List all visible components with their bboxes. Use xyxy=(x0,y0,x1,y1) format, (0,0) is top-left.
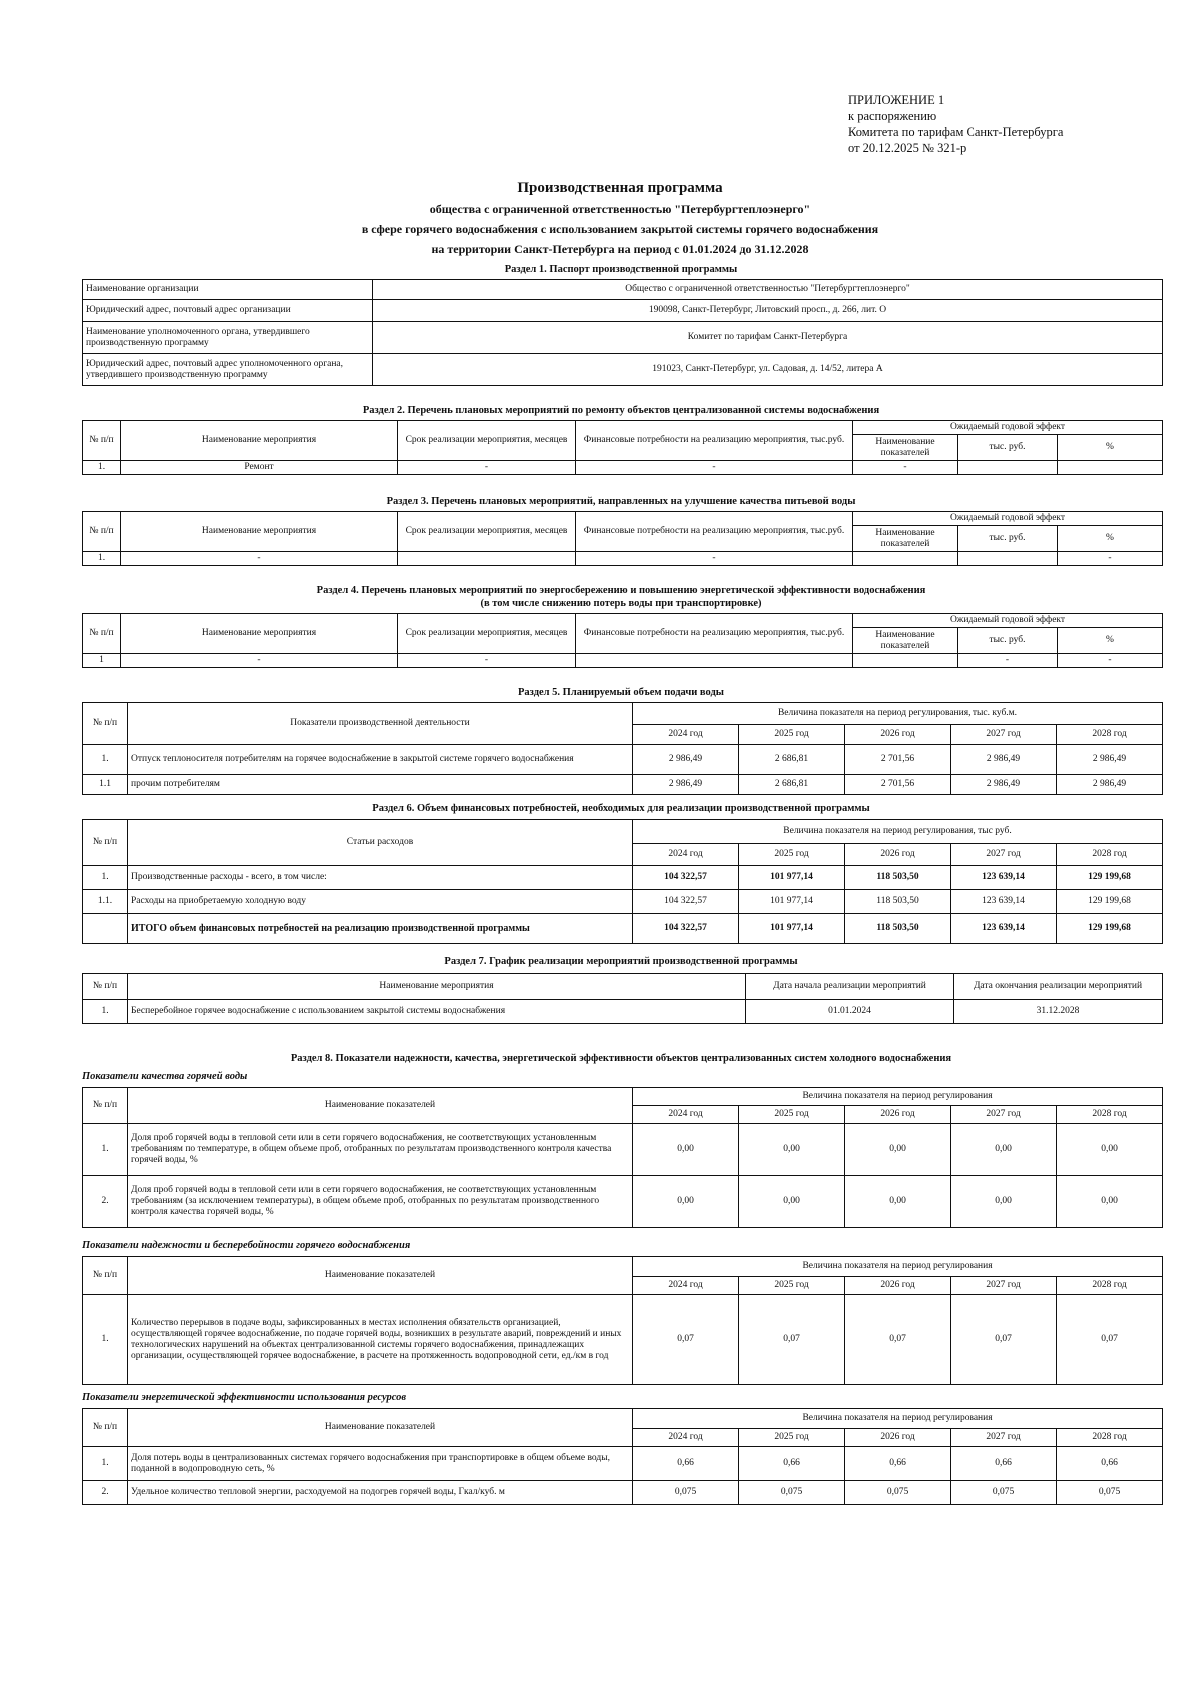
cell-name: - xyxy=(121,552,398,566)
cell-name: Производственные расходы - всего, в том числе: xyxy=(128,866,633,890)
year-2027: 2027 год xyxy=(951,1429,1057,1447)
section-2-title: Раздел 2. Перечень плановых мероприятий по ремонту объектов централизованной системы водоснабжения xyxy=(362,405,880,416)
cell-value: 0,66 xyxy=(845,1447,951,1481)
cell-value: 0,07 xyxy=(739,1295,845,1385)
cell-value: 101 977,14 xyxy=(739,890,845,914)
year-2025: 2025 год xyxy=(739,1277,845,1295)
cell-name: Доля проб горячей воды в тепловой сети или в сети горячего водоснабжения, не соответствующих установленным требованиям (за исключением температуры), в общем объеме проб, отобранных по результатам производственного контроля качества горячей воды, % xyxy=(128,1176,633,1228)
cell-term: - xyxy=(398,461,576,475)
col-finance: Финансовые потребности на реализацию мероприятия, тыс.руб. xyxy=(576,421,853,461)
cell-pct: - xyxy=(1058,654,1163,668)
cell-finance: - xyxy=(576,461,853,475)
col-finance: Финансовые потребности на реализацию мероприятия, тыс.руб. xyxy=(576,512,853,552)
cell-value: 0,66 xyxy=(1057,1447,1163,1481)
cell-name: Отпуск теплоносителя потребителям на горячее водоснабжение в закрытой системе горячего водоснабжения xyxy=(128,745,633,775)
table-row xyxy=(83,703,1163,725)
cell-value: 0,00 xyxy=(1057,1176,1163,1228)
col-indicators: Наименование показателей xyxy=(853,526,958,552)
cell-rub xyxy=(958,461,1058,475)
cell-num: 1. xyxy=(83,1295,128,1385)
col-value: Величина показателя на период регулирования xyxy=(633,1257,1163,1277)
cell-rub xyxy=(958,552,1058,566)
col-value: Величина показателя на период регулирования, тыс руб. xyxy=(633,820,1163,844)
cell-value: 0,075 xyxy=(1057,1481,1163,1505)
cell-start: 01.01.2024 xyxy=(746,1000,954,1024)
year-2027: 2027 год xyxy=(951,844,1057,866)
section-4-title-line-1: Раздел 4. Перечень плановых мероприятий по энергосбережению и повышению энергетической эффективности водоснабжения xyxy=(316,585,926,596)
year-2027: 2027 год xyxy=(951,1277,1057,1295)
cell-name: Расходы на приобретаемую холодную воду xyxy=(128,890,633,914)
table-row xyxy=(83,1124,1163,1176)
cell-value: 123 639,14 xyxy=(951,866,1057,890)
energy-subtitle: Показатели энергетической эффективности использования ресурсов xyxy=(82,1392,407,1403)
cell-value: 0,07 xyxy=(633,1295,739,1385)
col-num: № п/п xyxy=(83,1409,128,1447)
year-2024: 2024 год xyxy=(633,1429,739,1447)
table-row xyxy=(83,820,1163,844)
col-name: Наименование показателей xyxy=(128,1257,633,1295)
section-4-table xyxy=(82,613,1163,668)
table-row xyxy=(83,1409,1163,1429)
cell-value: 123 639,14 xyxy=(951,890,1057,914)
cell-value: 2 986,49 xyxy=(633,745,739,775)
col-indicators: Наименование показателей xyxy=(853,435,958,461)
table-row xyxy=(83,280,1163,300)
cell-indicators: - xyxy=(853,461,958,475)
title-line-2: общества с ограниченной ответственностью "Петербургтеплоэнерго" xyxy=(429,202,811,216)
cell-name: Удельное количество тепловой энергии, расходуемой на подогрев горячей воды, Гкал/куб. м xyxy=(128,1481,633,1505)
section-1-title: Раздел 1. Паспорт производственной программы xyxy=(504,264,738,275)
cell-value: 0,00 xyxy=(845,1124,951,1176)
col-name: Показатели производственной деятельности xyxy=(128,703,633,745)
table-row xyxy=(83,1088,1163,1106)
col-name: Наименование показателей xyxy=(128,1088,633,1124)
passport-key: Юридический адрес, почтовый адрес организации xyxy=(83,300,373,322)
col-num: № п/п xyxy=(83,820,128,866)
year-2025: 2025 год xyxy=(739,1429,845,1447)
year-2024: 2024 год xyxy=(633,844,739,866)
cell-num: 1. xyxy=(83,461,121,475)
section-2-table xyxy=(82,420,1163,475)
col-effect: Ожидаемый годовой эффект xyxy=(853,512,1163,526)
cell-num: 1. xyxy=(83,745,128,775)
year-2028: 2028 год xyxy=(1057,1106,1163,1124)
year-2026: 2026 год xyxy=(845,1106,951,1124)
year-2026: 2026 год xyxy=(845,844,951,866)
cell-value: 129 199,68 xyxy=(1057,866,1163,890)
cell-num: 1 xyxy=(83,654,121,668)
col-effect: Ожидаемый годовой эффект xyxy=(853,421,1163,435)
col-num: № п/п xyxy=(83,703,128,745)
table-row xyxy=(83,914,1163,944)
col-value: Величина показателя на период регулирования xyxy=(633,1088,1163,1106)
cell-value: 0,00 xyxy=(633,1176,739,1228)
col-num: № п/п xyxy=(83,1257,128,1295)
year-2028: 2028 год xyxy=(1057,844,1163,866)
cell-value: 104 322,57 xyxy=(633,866,739,890)
col-effect: Ожидаемый годовой эффект xyxy=(853,614,1163,628)
year-2027: 2027 год xyxy=(951,725,1057,745)
cell-value: 0,075 xyxy=(739,1481,845,1505)
cell-value: 118 503,50 xyxy=(845,866,951,890)
cell-value: 104 322,57 xyxy=(633,890,739,914)
cell-value: 0,075 xyxy=(633,1481,739,1505)
passport-value: Комитет по тарифам Санкт-Петербурга xyxy=(373,322,1163,354)
cell-value: 129 199,68 xyxy=(1057,914,1163,944)
appendix-block xyxy=(848,92,1063,156)
table-row xyxy=(83,322,1163,354)
section-8-title: Раздел 8. Показатели надежности, качества, энергетической эффективности объектов централизованных систем холодного водоснабжения xyxy=(290,1053,952,1064)
cell-indicators xyxy=(853,654,958,668)
cell-end: 31.12.2028 xyxy=(954,1000,1163,1024)
year-2025: 2025 год xyxy=(739,844,845,866)
col-term: Срок реализации мероприятия, месяцев xyxy=(398,512,576,552)
cell-value: 0,66 xyxy=(633,1447,739,1481)
cell-num: 1.1 xyxy=(83,775,128,795)
col-pct: % xyxy=(1058,435,1163,461)
table-row xyxy=(83,552,1163,566)
cell-value: 0,00 xyxy=(739,1124,845,1176)
cell-value: 0,075 xyxy=(951,1481,1057,1505)
table-row xyxy=(83,866,1163,890)
appendix-line-2: к распоряжению xyxy=(848,109,937,123)
program-title xyxy=(80,180,1160,262)
col-rub: тыс. руб. xyxy=(958,526,1058,552)
year-2024: 2024 год xyxy=(633,1277,739,1295)
cell-finance: - xyxy=(576,552,853,566)
cell-value: 118 503,50 xyxy=(845,890,951,914)
cell-value: 123 639,14 xyxy=(951,914,1057,944)
cell-value: 0,07 xyxy=(1057,1295,1163,1385)
col-end: Дата окончания реализации мероприятий xyxy=(954,974,1163,1000)
col-name: Наименование мероприятия xyxy=(121,512,398,552)
cell-value: 0,075 xyxy=(845,1481,951,1505)
section-5-title: Раздел 5. Планируемый объем подачи воды xyxy=(518,687,724,698)
col-num: № п/п xyxy=(83,421,121,461)
reliability-table xyxy=(82,1256,1163,1385)
year-2026: 2026 год xyxy=(845,1429,951,1447)
cell-value: 101 977,14 xyxy=(739,914,845,944)
cell-name: Бесперебойное горячее водоснабжение с использованием закрытой системы водоснабжения xyxy=(128,1000,746,1024)
table-row xyxy=(83,512,1163,526)
appendix-line-1: ПРИЛОЖЕНИЕ 1 xyxy=(848,93,945,107)
cell-value: 129 199,68 xyxy=(1057,890,1163,914)
cell-value: 2 986,49 xyxy=(633,775,739,795)
appendix-line-3: Комитета по тарифам Санкт-Петербурга xyxy=(848,125,1064,139)
cell-num: 1.1. xyxy=(83,890,128,914)
col-rub: тыс. руб. xyxy=(958,628,1058,654)
col-start: Дата начала реализации мероприятий xyxy=(746,974,954,1000)
table-row xyxy=(83,775,1163,795)
col-num: № п/п xyxy=(83,974,128,1000)
section-4-title xyxy=(80,584,1162,610)
passport-key: Наименование организации xyxy=(83,280,373,300)
cell-value: 2 986,49 xyxy=(1057,775,1163,795)
quality-subtitle: Показатели качества горячей воды xyxy=(82,1071,248,1082)
cell-value: 2 986,49 xyxy=(1057,745,1163,775)
passport-key: Юридический адрес, почтовый адрес уполномоченного органа, утвердившего производственную программу xyxy=(83,354,373,386)
cell-value: 0,00 xyxy=(951,1124,1057,1176)
passport-key: Наименование уполномоченного органа, утвердившего производственную программу xyxy=(83,322,373,354)
passport-value: 191023, Санкт-Петербург, ул. Садовая, д. 14/52, литера А xyxy=(373,354,1163,386)
cell-finance xyxy=(576,654,853,668)
cell-term: - xyxy=(398,654,576,668)
cell-name: Количество перерывов в подаче воды, зафиксированных в местах исполнения обязательств организацией, осуществляющей горячее водоснабжение, по подаче горячей воды, возникших в результате аварий, повреждений и иных технологических нарушений на объектах централизованной системы горячего водоснабжения, принадлежащих организации, осуществляющей горячее водоснабжение, в расчете на протяженность водопроводной сети, ед./км в год xyxy=(128,1295,633,1385)
cell-value: 101 977,14 xyxy=(739,866,845,890)
energy-table xyxy=(82,1408,1163,1505)
cell-name: Доля проб горячей воды в тепловой сети или в сети горячего водоснабжения, не соответствующих установленным требованиям по температуре, в общем объеме проб, отобранных по результатам производственного контроля качества горячей воды, % xyxy=(128,1124,633,1176)
col-term: Срок реализации мероприятия, месяцев xyxy=(398,614,576,654)
table-row xyxy=(83,654,1163,668)
section-5-table xyxy=(82,702,1163,795)
table-row xyxy=(83,745,1163,775)
table-row xyxy=(83,354,1163,386)
year-2025: 2025 год xyxy=(739,1106,845,1124)
table-row xyxy=(83,974,1163,1000)
cell-num: 2. xyxy=(83,1481,128,1505)
cell-num: 1. xyxy=(83,1124,128,1176)
section-7-title: Раздел 7. График реализации мероприятий производственной программы xyxy=(444,956,798,967)
cell-num: 1. xyxy=(83,552,121,566)
table-row xyxy=(83,614,1163,628)
col-name: Наименование показателей xyxy=(128,1409,633,1447)
cell-name: Доля потерь воды в централизованных системах горячего водоснабжения при транспортировке в общем объеме воды, поданной в водопроводную сеть, % xyxy=(128,1447,633,1481)
section-7-table xyxy=(82,973,1163,1024)
col-num: № п/п xyxy=(83,614,121,654)
cell-value: 0,66 xyxy=(951,1447,1057,1481)
col-num: № п/п xyxy=(83,512,121,552)
title-line-3: в сфере горячего водоснабжения с использованием закрытой системы горячего водоснабжения xyxy=(361,222,879,236)
cell-num: 2. xyxy=(83,1176,128,1228)
appendix-line-4: от 20.12.2025 № 321-р xyxy=(848,141,967,155)
table-row xyxy=(83,421,1163,435)
cell-value: 0,00 xyxy=(951,1176,1057,1228)
col-pct: % xyxy=(1058,526,1163,552)
table-row xyxy=(83,1481,1163,1505)
cell-value: 104 322,57 xyxy=(633,914,739,944)
table-row xyxy=(83,1000,1163,1024)
year-2028: 2028 год xyxy=(1057,1429,1163,1447)
col-value: Величина показателя на период регулирования xyxy=(633,1409,1163,1429)
cell-value: 2 986,49 xyxy=(951,775,1057,795)
cell-value: 0,66 xyxy=(739,1447,845,1481)
cell-term xyxy=(398,552,576,566)
year-2024: 2024 год xyxy=(633,1106,739,1124)
col-finance: Финансовые потребности на реализацию мероприятия, тыс.руб. xyxy=(576,614,853,654)
cell-value: 0,00 xyxy=(633,1124,739,1176)
col-name: Наименование мероприятия xyxy=(128,974,746,1000)
cell-pct: - xyxy=(1058,552,1163,566)
year-2025: 2025 год xyxy=(739,725,845,745)
cell-name: Ремонт xyxy=(121,461,398,475)
cell-value: 0,00 xyxy=(739,1176,845,1228)
col-num: № п/п xyxy=(83,1088,128,1124)
table-row xyxy=(83,1176,1163,1228)
table-row xyxy=(83,890,1163,914)
cell-value: 2 701,56 xyxy=(845,745,951,775)
col-rub: тыс. руб. xyxy=(958,435,1058,461)
col-value: Величина показателя на период регулирования, тыс. куб.м. xyxy=(633,703,1163,725)
col-name: Наименование мероприятия xyxy=(121,421,398,461)
year-2028: 2028 год xyxy=(1057,725,1163,745)
cell-value: 2 686,81 xyxy=(739,775,845,795)
cell-name: - xyxy=(121,654,398,668)
col-name: Наименование мероприятия xyxy=(121,614,398,654)
table-row xyxy=(83,461,1163,475)
passport-value: Общество с ограниченной ответственностью "Петербургтеплоэнерго" xyxy=(373,280,1163,300)
cell-name: прочим потребителям xyxy=(128,775,633,795)
reliability-subtitle: Показатели надежности и бесперебойности горячего водоснабжения xyxy=(82,1240,411,1251)
cell-name-total: ИТОГО объем финансовых потребностей на реализацию производственной программы xyxy=(128,914,633,944)
section-6-title: Раздел 6. Объем финансовых потребностей, необходимых для реализации производственной программы xyxy=(372,803,870,814)
col-term: Срок реализации мероприятия, месяцев xyxy=(398,421,576,461)
title-main: Производственная программа xyxy=(517,180,723,196)
section-6-table xyxy=(82,819,1163,944)
cell-num: 1. xyxy=(83,1000,128,1024)
cell-value: 2 986,49 xyxy=(951,745,1057,775)
section-3-table xyxy=(82,511,1163,566)
table-row xyxy=(83,1447,1163,1481)
col-pct: % xyxy=(1058,628,1163,654)
cell-value: 0,00 xyxy=(845,1176,951,1228)
year-2026: 2026 год xyxy=(845,725,951,745)
col-name: Статьи расходов xyxy=(128,820,633,866)
cell-num: 1. xyxy=(83,866,128,890)
cell-value: 118 503,50 xyxy=(845,914,951,944)
title-line-4: на территории Санкт-Петербурга на период с 01.01.2024 до 31.12.2028 xyxy=(431,242,809,256)
section-3-title: Раздел 3. Перечень плановых мероприятий, направленных на улучшение качества питьевой воды xyxy=(386,496,856,507)
col-indicators: Наименование показателей xyxy=(853,628,958,654)
cell-value: 2 701,56 xyxy=(845,775,951,795)
cell-value: 2 686,81 xyxy=(739,745,845,775)
cell-num: 1. xyxy=(83,1447,128,1481)
year-2028: 2028 год xyxy=(1057,1277,1163,1295)
section-1-table xyxy=(82,279,1163,386)
section-4-title-line-2: (в том числе снижению потерь воды при транспортировке) xyxy=(480,598,762,609)
quality-table xyxy=(82,1087,1163,1228)
cell-rub: - xyxy=(958,654,1058,668)
cell-indicators xyxy=(853,552,958,566)
cell-num xyxy=(83,914,128,944)
year-2024: 2024 год xyxy=(633,725,739,745)
table-row xyxy=(83,1257,1163,1277)
cell-value: 0,07 xyxy=(845,1295,951,1385)
table-row xyxy=(83,1295,1163,1385)
passport-value: 190098, Санкт-Петербург, Литовский просп., д. 266, лит. О xyxy=(373,300,1163,322)
year-2027: 2027 год xyxy=(951,1106,1057,1124)
year-2026: 2026 год xyxy=(845,1277,951,1295)
cell-pct xyxy=(1058,461,1163,475)
cell-value: 0,00 xyxy=(1057,1124,1163,1176)
cell-value: 0,07 xyxy=(951,1295,1057,1385)
table-row xyxy=(83,300,1163,322)
